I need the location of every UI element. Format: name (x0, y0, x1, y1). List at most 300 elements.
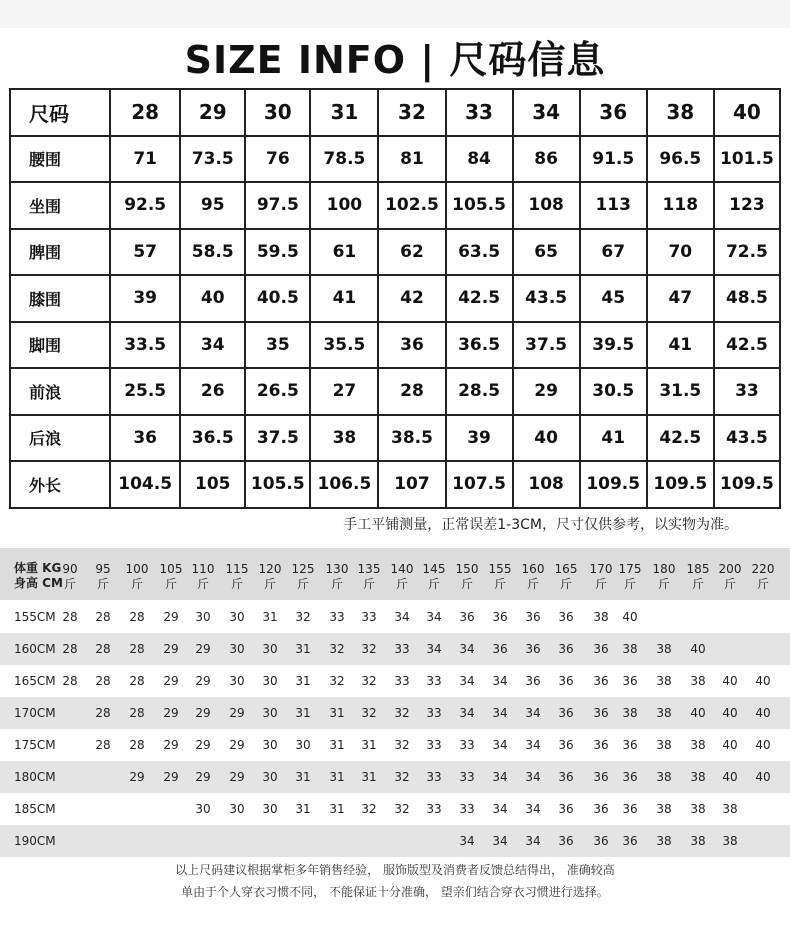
size-header-cell: 40 (714, 89, 780, 136)
weight-value: 150 (455, 562, 479, 576)
recommended-size-cell: 36 (593, 802, 609, 816)
recommended-size-cell: 29 (163, 738, 179, 752)
size-header-label: 尺码 (10, 89, 110, 136)
size-chart-table (9, 88, 781, 509)
weight-column-header (518, 562, 548, 592)
weight-column-header (683, 562, 713, 592)
recommended-size-cell: 34 (492, 738, 508, 752)
size-cell: 41 (647, 322, 714, 369)
recommended-size-cell: 30 (229, 610, 245, 624)
recommended-size-cell: 36 (622, 802, 638, 816)
recommended-size-cell: 31 (295, 706, 311, 720)
size-cell: 40.5 (245, 275, 310, 322)
recommended-size-cell: 28 (62, 610, 78, 624)
size-cell: 39 (446, 415, 513, 462)
size-cell: 91.5 (580, 136, 647, 183)
weight-unit: 斤 (330, 577, 343, 591)
recommended-size-cell: 40 (690, 642, 706, 656)
recommended-size-cell: 38 (690, 802, 706, 816)
recommended-size-cell: 32 (394, 738, 410, 752)
recommended-size-cell: 34 (525, 834, 541, 848)
size-cell: 109.5 (714, 461, 780, 508)
weight-value: 165 (554, 562, 578, 576)
size-cell: 36.5 (180, 415, 245, 462)
height-label: 155CM (14, 610, 56, 624)
recommended-size-cell: 29 (163, 642, 179, 656)
recommended-size-cell: 38 (690, 674, 706, 688)
recommended-size-cell: 31 (329, 770, 345, 784)
recommended-size-cell: 34 (492, 802, 508, 816)
weight-value: 120 (258, 562, 282, 576)
size-cell: 109.5 (647, 461, 714, 508)
weight-value: 185 (686, 562, 710, 576)
recommended-size-cell: 31 (329, 802, 345, 816)
weight-column-header (586, 562, 616, 592)
size-cell: 38.5 (378, 415, 445, 462)
recommended-size-cell: 32 (361, 642, 377, 656)
weight-column-header (288, 562, 318, 592)
weight-column-header (452, 562, 482, 592)
size-cell: 95 (180, 182, 245, 229)
recommended-size-cell: 34 (525, 738, 541, 752)
weight-column-header (222, 562, 252, 592)
recommended-size-cell: 34 (459, 834, 475, 848)
weight-column-header (122, 562, 152, 592)
recommended-size-cell: 40 (755, 674, 771, 688)
size-cell: 47 (647, 275, 714, 322)
recommended-size-cell: 40 (755, 738, 771, 752)
recommended-size-cell: 29 (229, 770, 245, 784)
recommended-size-cell: 29 (129, 770, 145, 784)
size-cell: 102.5 (378, 182, 445, 229)
size-cell: 38 (310, 415, 378, 462)
recommended-size-cell: 38 (593, 610, 609, 624)
recommended-size-cell: 36 (525, 642, 541, 656)
weight-column-header (156, 562, 186, 592)
size-cell: 97.5 (245, 182, 310, 229)
measurement-label: 膝围 (10, 275, 110, 322)
weight-value: 115 (225, 562, 249, 576)
recommended-size-cell: 31 (262, 610, 278, 624)
page-title: SIZE INFO | 尺码信息 (184, 38, 606, 82)
size-cell: 33 (714, 368, 780, 415)
recommended-size-cell: 38 (622, 642, 638, 656)
size-row (10, 182, 780, 229)
size-cell: 58.5 (180, 229, 245, 276)
recommended-size-cell: 34 (394, 610, 410, 624)
size-cell: 33.5 (110, 322, 180, 369)
recommended-size-cell: 33 (361, 610, 377, 624)
size-cell: 59.5 (245, 229, 310, 276)
recommended-size-cell: 32 (394, 770, 410, 784)
recommended-size-cell: 30 (262, 770, 278, 784)
weight-column-header (649, 562, 679, 592)
recommended-size-cell: 32 (295, 610, 311, 624)
weight-column-header (255, 562, 285, 592)
size-cell: 29 (513, 368, 580, 415)
height-row (0, 729, 790, 761)
recommended-size-cell: 34 (459, 642, 475, 656)
recommended-size-cell: 28 (62, 642, 78, 656)
size-row (10, 322, 780, 369)
size-header-cell: 33 (446, 89, 513, 136)
recommended-size-cell: 32 (329, 642, 345, 656)
recommended-size-cell: 29 (229, 738, 245, 752)
recommended-size-cell: 38 (690, 770, 706, 784)
size-row (10, 368, 780, 415)
recommended-size-cell: 30 (295, 738, 311, 752)
height-row (0, 633, 790, 665)
weight-value: 200 (718, 562, 742, 576)
weight-unit: 斤 (96, 577, 109, 591)
recommended-size-cell: 32 (394, 802, 410, 816)
recommended-size-cell: 33 (459, 802, 475, 816)
size-cell: 57 (110, 229, 180, 276)
size-cell: 100 (310, 182, 378, 229)
recommended-size-cell: 34 (525, 770, 541, 784)
weight-unit: 斤 (427, 577, 440, 591)
recommended-size-cell: 34 (492, 834, 508, 848)
size-cell: 40 (513, 415, 580, 462)
weight-unit: 斤 (164, 577, 177, 591)
size-cell: 37.5 (245, 415, 310, 462)
weight-value: 130 (325, 562, 349, 576)
weight-unit: 斤 (263, 577, 276, 591)
weight-column-header (188, 562, 218, 592)
recommended-size-cell: 28 (95, 642, 111, 656)
size-cell: 28 (378, 368, 445, 415)
recommended-size-cell: 40 (755, 706, 771, 720)
recommended-size-cell: 31 (329, 706, 345, 720)
recommended-size-cell: 28 (129, 610, 145, 624)
size-cell: 62 (378, 229, 445, 276)
weight-column-header (88, 562, 118, 592)
weight-column-header (322, 562, 352, 592)
weight-column-header (354, 562, 384, 592)
recommended-size-cell: 34 (426, 610, 442, 624)
weight-unit: 斤 (723, 577, 736, 591)
recommended-size-cell: 34 (525, 706, 541, 720)
size-cell: 118 (647, 182, 714, 229)
recommended-size-cell: 33 (426, 802, 442, 816)
size-cell: 84 (446, 136, 513, 183)
weight-unit: 斤 (657, 577, 670, 591)
size-cell: 42.5 (647, 415, 714, 462)
size-cell: 113 (580, 182, 647, 229)
recommended-size-cell: 31 (295, 642, 311, 656)
weight-value: 145 (422, 562, 446, 576)
size-cell: 41 (310, 275, 378, 322)
recommended-size-cell: 38 (656, 770, 672, 784)
recommended-size-cell: 36 (593, 738, 609, 752)
weight-value: 100 (125, 562, 149, 576)
size-cell: 25.5 (110, 368, 180, 415)
recommended-size-cell: 32 (361, 802, 377, 816)
weight-unit: 斤 (594, 577, 607, 591)
recommended-size-cell: 40 (622, 610, 638, 624)
recommended-size-cell: 40 (690, 706, 706, 720)
weight-value: 170 (589, 562, 613, 576)
height-label: 190CM (14, 834, 56, 848)
size-cell: 104.5 (110, 461, 180, 508)
recommended-size-cell: 34 (492, 770, 508, 784)
recommended-size-cell: 38 (656, 738, 672, 752)
weight-column-header (485, 562, 515, 592)
size-cell: 34 (180, 322, 245, 369)
measurement-label: 后浪 (10, 415, 110, 462)
size-cell: 108 (513, 461, 580, 508)
recommended-size-cell: 28 (95, 706, 111, 720)
height-row (0, 601, 790, 633)
recommended-size-cell: 32 (361, 706, 377, 720)
recommended-size-cell: 36 (593, 674, 609, 688)
size-cell: 36 (110, 415, 180, 462)
size-cell: 105.5 (446, 182, 513, 229)
weight-column-header (615, 562, 645, 592)
size-cell: 67 (580, 229, 647, 276)
weight-unit: 斤 (362, 577, 375, 591)
recommended-size-cell: 40 (755, 770, 771, 784)
size-cell: 71 (110, 136, 180, 183)
size-cell: 41 (580, 415, 647, 462)
size-header-cell: 31 (310, 89, 378, 136)
recommended-size-cell: 33 (459, 738, 475, 752)
weight-unit: 斤 (493, 577, 506, 591)
recommended-size-cell: 29 (163, 610, 179, 624)
size-cell: 63.5 (446, 229, 513, 276)
recommended-size-cell: 33 (426, 674, 442, 688)
recommended-size-cell: 28 (129, 738, 145, 752)
weight-unit: 斤 (691, 577, 704, 591)
weight-unit: 斤 (460, 577, 473, 591)
weight-unit: 斤 (63, 577, 76, 591)
height-row (0, 825, 790, 857)
size-header-cell: 30 (245, 89, 310, 136)
size-cell: 28.5 (446, 368, 513, 415)
size-header-cell: 28 (110, 89, 180, 136)
weight-value: 220 (751, 562, 775, 576)
recommended-size-cell: 33 (329, 610, 345, 624)
measurement-label: 外长 (10, 461, 110, 508)
weight-value: 105 (159, 562, 183, 576)
height-label: 165CM (14, 674, 56, 688)
size-cell: 39.5 (580, 322, 647, 369)
recommended-size-cell: 36 (558, 770, 574, 784)
weight-value: 110 (191, 562, 215, 576)
recommended-size-cell: 36 (492, 610, 508, 624)
weight-unit: 斤 (230, 577, 243, 591)
recommended-size-cell: 28 (129, 706, 145, 720)
recommended-size-cell: 36 (622, 674, 638, 688)
recommended-size-cell: 36 (593, 770, 609, 784)
size-cell: 72.5 (714, 229, 780, 276)
weight-value: 90 (62, 562, 78, 576)
recommended-size-cell: 40 (722, 770, 738, 784)
size-cell: 92.5 (110, 182, 180, 229)
size-cell: 109.5 (580, 461, 647, 508)
recommended-size-cell: 30 (229, 642, 245, 656)
recommended-size-cell: 33 (426, 706, 442, 720)
weight-unit: 斤 (196, 577, 209, 591)
weight-unit: 斤 (395, 577, 408, 591)
recommended-size-cell: 40 (722, 674, 738, 688)
recommended-size-cell: 29 (163, 674, 179, 688)
recommended-size-cell: 30 (262, 706, 278, 720)
size-cell: 76 (245, 136, 310, 183)
recommended-size-cell: 31 (295, 674, 311, 688)
size-cell: 70 (647, 229, 714, 276)
recommended-size-cell: 34 (492, 706, 508, 720)
weight-value: 135 (357, 562, 381, 576)
weight-column-header (419, 562, 449, 592)
recommended-size-cell: 29 (195, 642, 211, 656)
size-cell: 35 (245, 322, 310, 369)
size-cell: 36 (378, 322, 445, 369)
measurement-label: 腰围 (10, 136, 110, 183)
recommended-size-cell: 28 (95, 610, 111, 624)
recommended-size-cell: 32 (394, 706, 410, 720)
size-cell: 45 (580, 275, 647, 322)
recommended-size-cell: 30 (262, 642, 278, 656)
height-label: 180CM (14, 770, 56, 784)
weight-unit: 斤 (296, 577, 309, 591)
size-cell: 42.5 (446, 275, 513, 322)
weight-value: 160 (521, 562, 545, 576)
size-cell: 30.5 (580, 368, 647, 415)
recommended-size-cell: 29 (229, 706, 245, 720)
recommended-size-cell: 30 (229, 802, 245, 816)
recommended-size-cell: 34 (426, 642, 442, 656)
recommended-size-cell: 31 (295, 802, 311, 816)
size-row (10, 229, 780, 276)
recommended-size-cell: 38 (722, 802, 738, 816)
size-row (10, 461, 780, 508)
recommended-size-cell: 28 (95, 674, 111, 688)
height-label: 170CM (14, 706, 56, 720)
measurement-label: 脚围 (10, 322, 110, 369)
size-row (10, 136, 780, 183)
size-cell: 96.5 (647, 136, 714, 183)
recommended-size-cell: 36 (558, 802, 574, 816)
size-cell: 105 (180, 461, 245, 508)
recommended-size-cell: 30 (262, 738, 278, 752)
weight-unit: 斤 (526, 577, 539, 591)
size-cell: 107.5 (446, 461, 513, 508)
recommended-size-cell: 30 (262, 674, 278, 688)
recommended-size-cell: 32 (361, 674, 377, 688)
recommended-size-cell: 33 (426, 738, 442, 752)
recommended-size-cell: 36 (622, 834, 638, 848)
height-label: 160CM (14, 642, 56, 656)
recommended-size-cell: 33 (426, 770, 442, 784)
recommended-size-cell: 36 (593, 642, 609, 656)
size-cell: 108 (513, 182, 580, 229)
recommended-size-cell: 32 (329, 674, 345, 688)
size-cell: 81 (378, 136, 445, 183)
recommended-size-cell: 40 (722, 738, 738, 752)
weight-value: 125 (291, 562, 315, 576)
size-cell: 101.5 (714, 136, 780, 183)
weight-column-header (55, 562, 85, 592)
recommended-size-cell: 38 (690, 738, 706, 752)
weight-value: 180 (652, 562, 676, 576)
recommended-size-cell: 38 (690, 834, 706, 848)
size-header-cell: 34 (513, 89, 580, 136)
recommended-size-cell: 36 (558, 674, 574, 688)
recommended-size-cell: 28 (129, 642, 145, 656)
size-row (10, 415, 780, 462)
size-header-cell: 32 (378, 89, 445, 136)
recommended-size-cell: 33 (394, 642, 410, 656)
recommended-size-cell: 38 (656, 802, 672, 816)
size-cell: 39 (110, 275, 180, 322)
recommended-size-cell: 33 (394, 674, 410, 688)
recommended-size-cell: 29 (163, 770, 179, 784)
recommended-size-cell: 34 (492, 674, 508, 688)
recommended-size-cell: 29 (195, 674, 211, 688)
size-row (10, 275, 780, 322)
size-cell: 35.5 (310, 322, 378, 369)
recommended-size-cell: 31 (361, 738, 377, 752)
recommended-size-cell: 34 (459, 674, 475, 688)
measurement-label: 前浪 (10, 368, 110, 415)
height-row (0, 665, 790, 697)
top-band (0, 0, 790, 28)
recommended-size-cell: 36 (558, 642, 574, 656)
recommended-size-cell: 36 (558, 706, 574, 720)
size-cell: 43.5 (513, 275, 580, 322)
recommended-size-cell: 30 (195, 802, 211, 816)
size-cell: 65 (513, 229, 580, 276)
corner-weight-label: 体重 KG (14, 561, 62, 575)
size-header-cell: 36 (580, 89, 647, 136)
size-cell: 42.5 (714, 322, 780, 369)
size-cell: 106.5 (310, 461, 378, 508)
weight-value: 95 (95, 562, 111, 576)
recommended-size-cell: 34 (459, 706, 475, 720)
recommended-size-cell: 36 (525, 610, 541, 624)
recommended-size-cell: 40 (722, 706, 738, 720)
recommended-size-cell: 36 (622, 770, 638, 784)
size-header-row (10, 89, 780, 136)
weight-column-header (748, 562, 778, 592)
recommended-size-cell: 38 (656, 674, 672, 688)
recommended-size-cell: 38 (656, 642, 672, 656)
recommended-size-cell: 34 (525, 802, 541, 816)
recommended-size-cell: 36 (558, 610, 574, 624)
recommended-size-cell: 29 (195, 738, 211, 752)
weight-unit: 斤 (559, 577, 572, 591)
recommended-size-cell: 29 (163, 706, 179, 720)
weight-unit: 斤 (756, 577, 769, 591)
size-cell: 105.5 (245, 461, 310, 508)
recommended-size-cell: 36 (525, 674, 541, 688)
weight-value: 175 (618, 562, 642, 576)
recommended-size-cell: 29 (195, 770, 211, 784)
recommended-size-cell: 36 (593, 706, 609, 720)
size-header-cell: 29 (180, 89, 245, 136)
size-cell: 31.5 (647, 368, 714, 415)
weight-unit: 斤 (623, 577, 636, 591)
size-cell: 26 (180, 368, 245, 415)
weight-value: 155 (488, 562, 512, 576)
recommended-size-cell: 29 (195, 706, 211, 720)
size-cell: 107 (378, 461, 445, 508)
measurement-label: 脾围 (10, 229, 110, 276)
size-cell: 26.5 (245, 368, 310, 415)
size-cell: 123 (714, 182, 780, 229)
height-row (0, 793, 790, 825)
